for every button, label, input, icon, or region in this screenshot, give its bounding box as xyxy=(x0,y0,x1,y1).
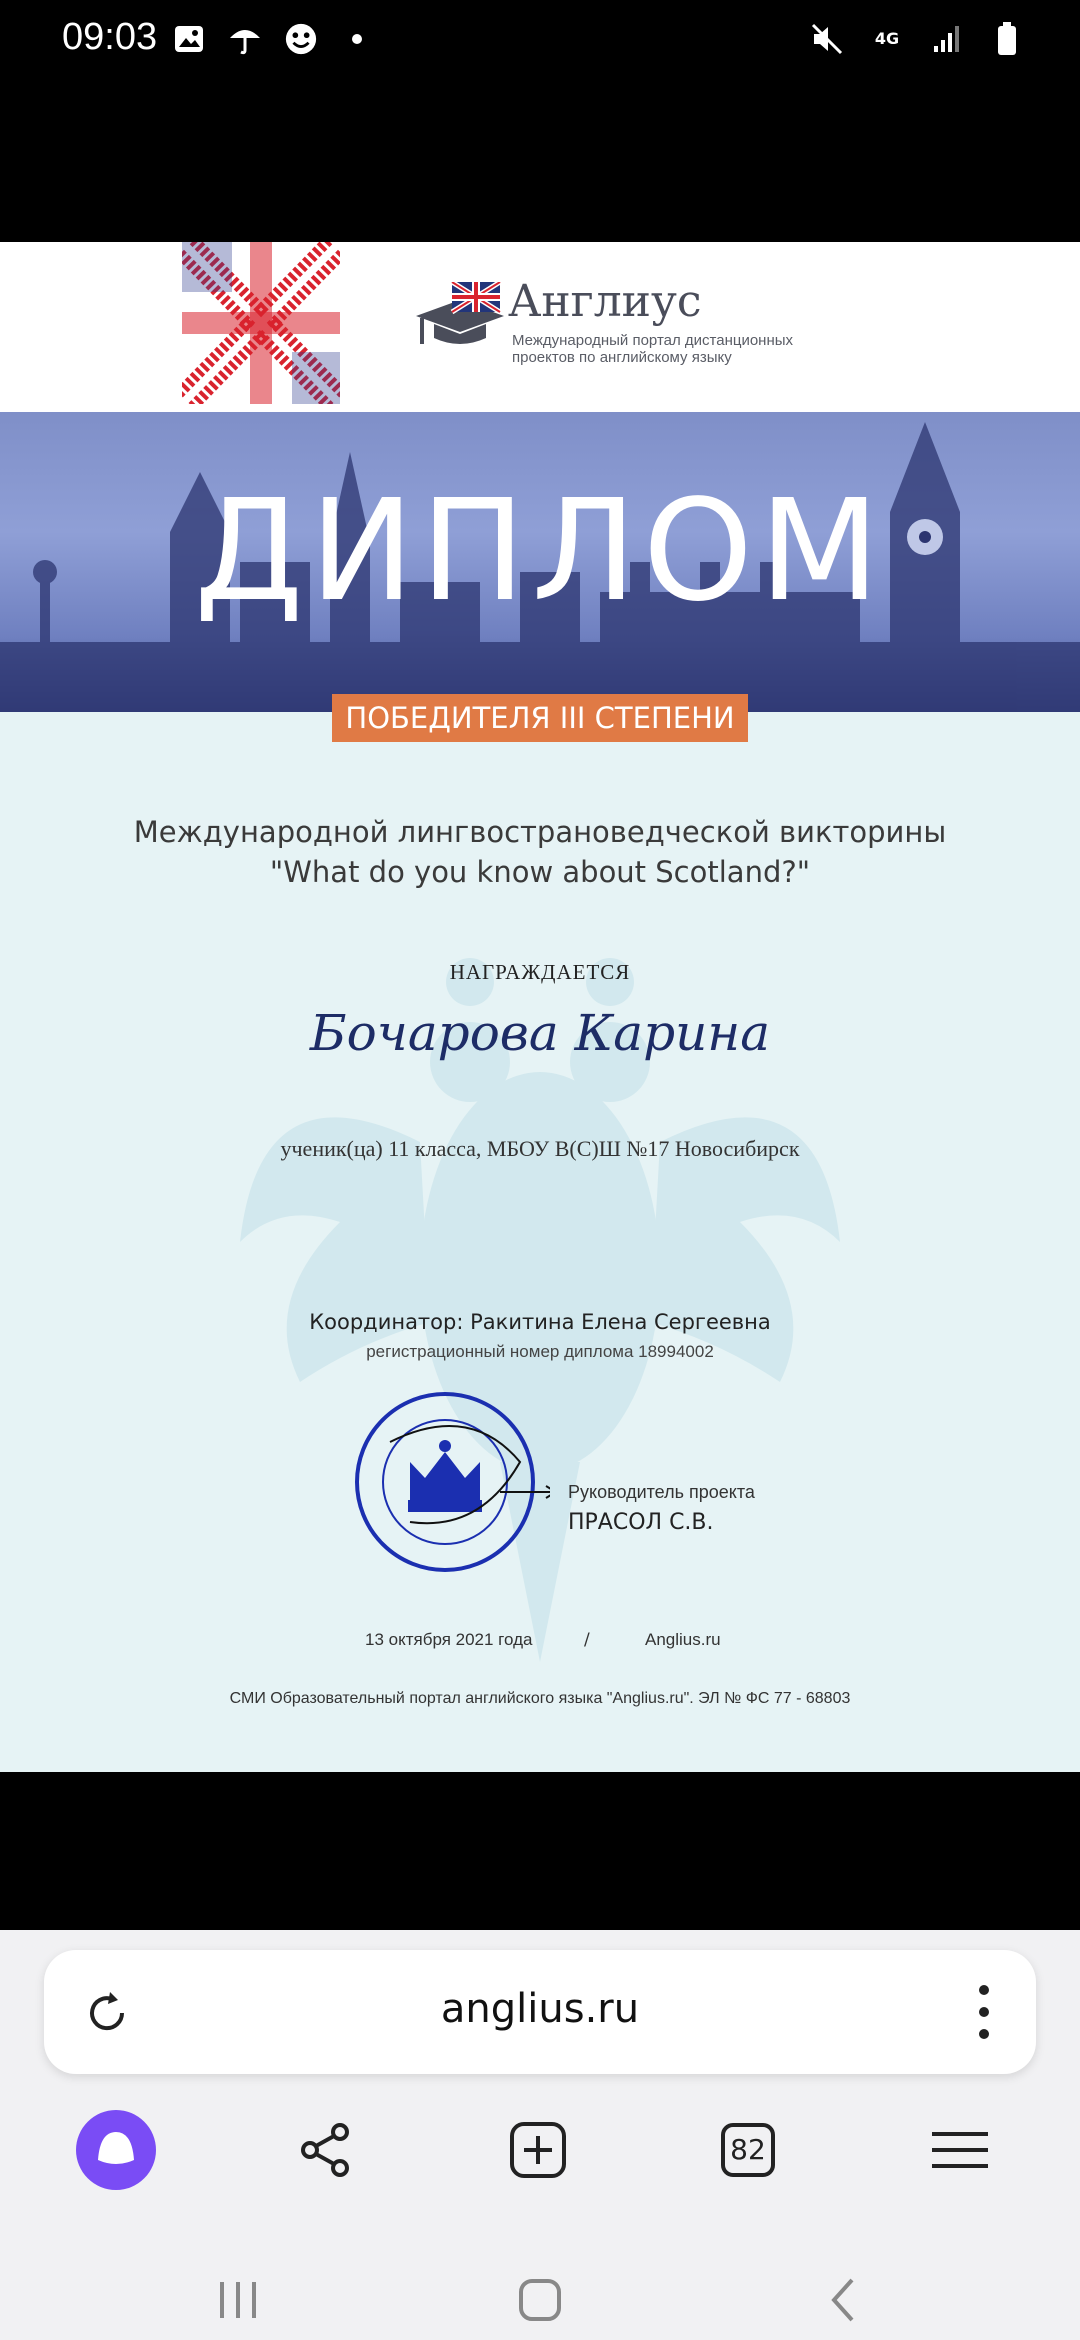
anglius-logo xyxy=(412,276,794,366)
system-navigation-bar xyxy=(0,2260,1080,2340)
menu-button[interactable] xyxy=(920,2110,1000,2190)
alice-icon xyxy=(76,2110,156,2190)
status-time: 09:03 xyxy=(62,16,158,58)
official-stamp xyxy=(350,1382,550,1582)
diploma-image xyxy=(0,242,1080,1772)
new-tab-button[interactable] xyxy=(498,2110,578,2190)
manager-label: Руководитель проекта xyxy=(568,1482,755,1502)
coordinator: Координатор: Ракитина Елена Сергеевна xyxy=(309,1310,771,1334)
page-background-bottom xyxy=(0,1772,1080,1930)
diploma-title: ДИПЛОМ xyxy=(194,470,886,633)
media-notice: СМИ Образовательный портал английского языка "Anglius.ru". ЭЛ № ФС 77 - 68803 xyxy=(229,1690,851,1707)
notification-icons xyxy=(172,22,374,56)
london-banner xyxy=(0,412,1080,712)
brand-subtitle: Международный портал дистанционных проектов по английскому языку xyxy=(512,332,794,366)
back-icon[interactable] xyxy=(828,2276,858,2324)
address-bar[interactable] xyxy=(44,1950,1036,2074)
student-info: ученик(ца) 11 класса, МБОУ В(С)Ш №17 Новосибирск xyxy=(280,1136,800,1161)
share-icon xyxy=(296,2120,356,2180)
diploma-header xyxy=(0,242,1080,412)
browser-toolbar xyxy=(0,2100,1080,2220)
union-jack-graphic xyxy=(182,242,340,404)
diploma-date: 13 октября 2021 года xyxy=(365,1630,533,1649)
manager-name: ПРАСОЛ С.В. xyxy=(568,1510,714,1535)
recipient-name: Бочарова Карина xyxy=(309,1004,771,1062)
hamburger-menu-icon xyxy=(930,2120,990,2180)
brand-name: Англиус xyxy=(508,276,702,327)
browser-bottom-panel xyxy=(0,1930,1080,2340)
dot-icon xyxy=(340,22,374,56)
recent-apps-icon[interactable] xyxy=(218,2280,260,2320)
diploma-site: Anglius.ru xyxy=(645,1630,721,1649)
signal-icon xyxy=(930,22,964,56)
alice-assistant-button[interactable] xyxy=(76,2110,156,2190)
battery-icon xyxy=(990,22,1024,56)
network-4g-icon: 4G xyxy=(874,29,900,48)
quiz-title-line-2: "What do you know about Scotland?" xyxy=(269,855,811,889)
ribbon-degree: ПОБЕДИТЕЛЯ III СТЕПЕНИ xyxy=(332,694,748,742)
system-icons xyxy=(810,22,1024,56)
quiz-title-line-1: Международной лингвострановедческой викторины xyxy=(133,815,947,849)
tabs-button[interactable] xyxy=(708,2110,788,2190)
award-label: НАГРАЖДАЕТСЯ xyxy=(449,960,631,984)
date-separator: / xyxy=(584,1630,590,1650)
mute-icon xyxy=(810,22,844,56)
graduation-cap-icon xyxy=(412,282,508,362)
status-bar xyxy=(0,0,1080,84)
quiz-title xyxy=(0,812,1080,892)
url-text[interactable]: anglius.ru xyxy=(440,1986,640,2032)
more-options-icon[interactable] xyxy=(976,1984,992,2040)
tabs-count: 82 xyxy=(721,2123,775,2177)
gallery-icon xyxy=(172,22,206,56)
registration-number: регистрационный номер диплома 18994002 xyxy=(366,1342,714,1361)
home-icon[interactable] xyxy=(518,2278,562,2322)
add-tab-icon xyxy=(508,2120,568,2180)
share-button[interactable] xyxy=(286,2110,366,2190)
page-background-top xyxy=(0,84,1080,242)
umbrella-icon xyxy=(228,22,262,56)
emoji-icon xyxy=(284,22,318,56)
